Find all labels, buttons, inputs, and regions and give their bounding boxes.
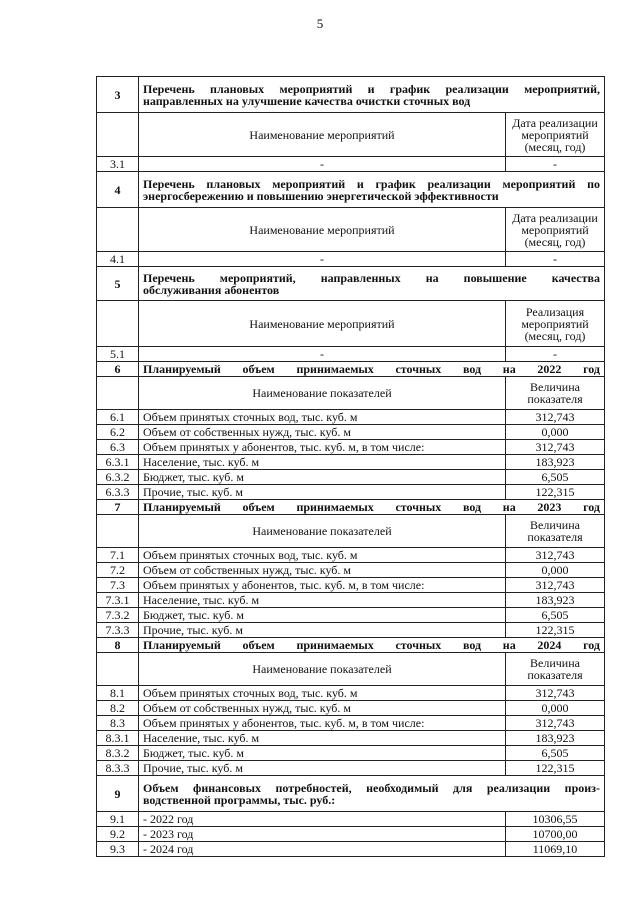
row-name: Население, тыс. куб. м [139,455,506,470]
section-title-line: энергосбережению и повышению энергетической эффективности [143,188,499,203]
table-row [97,410,605,425]
row-value: 122,315 [506,485,605,500]
table-row [97,716,605,731]
row-name: Объем от собственных нужд, тыс. куб. м [139,563,506,578]
row-value: - [506,252,605,267]
production-program-table [96,76,605,857]
row-number: 6.3.3 [97,485,139,500]
row-name: - [139,252,506,267]
row-value: 312,743 [506,410,605,425]
row-name: Прочие, тыс. куб. м [139,485,506,500]
section-title [139,776,605,812]
row-name: Прочие, тыс. куб. м [139,623,506,638]
row-number: 7.3 [97,578,139,593]
row-value: - [506,347,605,362]
section-title-line: Планируемый объем принимаемых сточных вод на 2023 год [143,500,600,514]
row-number: 7.1 [97,548,139,563]
table-row [97,701,605,716]
section-title-line: водственной программы, тыс. руб.: [143,792,336,807]
row-name: Бюджет, тыс. куб. м [139,470,506,485]
row-number: 5.1 [97,347,139,362]
section-title [139,638,605,653]
table-row [97,812,605,827]
row-number: 9.2 [97,827,139,842]
row-name: Прочие, тыс. куб. м [139,761,506,776]
table-row [97,827,605,842]
section-number: 8 [97,638,139,653]
section-title [139,267,605,301]
row-value: 6,505 [506,746,605,761]
section-title-row [97,172,605,208]
row-name: - [139,347,506,362]
row-name: - 2023 год [139,827,506,842]
row-name: Объем принятых сточных вод, тыс. куб. м [139,686,506,701]
row-value: 10306,55 [506,812,605,827]
section-title-row [97,776,605,812]
header-empty-cell [97,653,139,686]
row-name: Объем принятых сточных вод, тыс. куб. м [139,548,506,563]
row-number: 6.3.1 [97,455,139,470]
row-value: 10700,00 [506,827,605,842]
row-number: 8.3.1 [97,731,139,746]
table-row [97,440,605,455]
row-name: Объем принятых у абонентов, тыс. куб. м, в том числе: [139,578,506,593]
section-title-line: обслуживания абонентов [143,282,280,297]
section-title [139,77,605,113]
column-header-row [97,113,605,157]
header-value: Величина показателя [506,377,605,410]
section-title-line: Планируемый объем принимаемых сточных вод на 2022 год [143,362,600,376]
row-number: 7.2 [97,563,139,578]
table-row [97,157,605,172]
header-empty-cell [97,301,139,347]
row-value: 312,743 [506,686,605,701]
table-row [97,455,605,470]
section-title [139,172,605,208]
header-value: Величина показателя [506,515,605,548]
section-number: 3 [97,77,139,113]
row-name: Бюджет, тыс. куб. м [139,746,506,761]
section-title-line: Перечень плановых мероприятий и график реализации мероприятий по [143,176,600,191]
section-title-row [97,267,605,301]
row-value: 312,743 [506,548,605,563]
header-name: Наименование мероприятий [139,301,506,347]
row-number: 8.2 [97,701,139,716]
row-number: 6.2 [97,425,139,440]
row-number: 6.1 [97,410,139,425]
row-number: 7.3.2 [97,608,139,623]
column-header-row [97,653,605,686]
table-row [97,425,605,440]
section-title [139,500,605,515]
row-name: Объем принятых сточных вод, тыс. куб. м [139,410,506,425]
table-row [97,761,605,776]
row-number: 9.3 [97,842,139,857]
row-value: 0,000 [506,425,605,440]
table-row [97,608,605,623]
row-value: 122,315 [506,623,605,638]
row-number: 7.3.3 [97,623,139,638]
table-row [97,563,605,578]
row-name: Бюджет, тыс. куб. м [139,608,506,623]
row-name: Население, тыс. куб. м [139,731,506,746]
column-header-row [97,377,605,410]
table-body [97,77,605,857]
row-name: Объем принятых у абонентов, тыс. куб. м, в том числе: [139,716,506,731]
section-title [139,362,605,377]
row-name: - [139,157,506,172]
row-value: 6,505 [506,608,605,623]
row-value: 183,923 [506,593,605,608]
header-value: Дата реализации мероприятий (месяц, год) [506,208,605,252]
row-value: 312,743 [506,578,605,593]
table-row [97,548,605,563]
row-number: 8.1 [97,686,139,701]
row-name: Объем принятых у абонентов, тыс. куб. м, в том числе: [139,440,506,455]
column-header-row [97,515,605,548]
section-number: 4 [97,172,139,208]
table-row [97,470,605,485]
row-value: 122,315 [506,761,605,776]
table-row [97,578,605,593]
row-name: Население, тыс. куб. м [139,593,506,608]
section-title-line: Планируемый объем принимаемых сточных вод на 2024 год [143,638,600,652]
section-title-line: Перечень плановых мероприятий и график реализации мероприятий, [143,81,600,96]
header-empty-cell [97,515,139,548]
row-number: 8.3 [97,716,139,731]
table-row [97,623,605,638]
table-row [97,347,605,362]
table-row [97,731,605,746]
header-name: Наименование показателей [139,653,506,686]
table-row [97,686,605,701]
row-value: 0,000 [506,563,605,578]
section-number: 6 [97,362,139,377]
section-title-line: направленных на улучшение качества очистки сточных вод [143,93,471,108]
row-number: 7.3.1 [97,593,139,608]
row-name: Объем от собственных нужд, тыс. куб. м [139,701,506,716]
row-number: 4.1 [97,252,139,267]
column-header-row [97,301,605,347]
header-empty-cell [97,113,139,157]
header-value: Реализация мероприятий (месяц, год) [506,301,605,347]
row-number: 6.3 [97,440,139,455]
section-title-row [97,638,605,653]
row-number: 8.3.2 [97,746,139,761]
table-row [97,485,605,500]
row-value: - [506,157,605,172]
header-empty-cell [97,377,139,410]
row-value: 11069,10 [506,842,605,857]
header-name: Наименование мероприятий [139,208,506,252]
row-number: 9.1 [97,812,139,827]
row-value: 183,923 [506,455,605,470]
row-value: 183,923 [506,731,605,746]
table-row [97,746,605,761]
section-title-row [97,362,605,377]
header-name: Наименование показателей [139,515,506,548]
row-name: - 2024 год [139,842,506,857]
section-number: 5 [97,267,139,301]
row-name: - 2022 год [139,812,506,827]
row-value: 6,505 [506,470,605,485]
row-value: 312,743 [506,716,605,731]
header-value: Величина показателя [506,653,605,686]
section-title-row [97,500,605,515]
row-number: 3.1 [97,157,139,172]
header-value: Дата реализации мероприятий (месяц, год) [506,113,605,157]
row-name: Объем от собственных нужд, тыс. куб. м [139,425,506,440]
page-number: 5 [316,16,324,31]
row-number: 8.3.3 [97,761,139,776]
row-value: 312,743 [506,440,605,455]
table-row [97,252,605,267]
section-title-line: Объем финансовых потребностей, необходимый для реализации произ- [143,780,600,795]
section-title-line: Перечень мероприятий, направленных на повышение качества [143,270,600,285]
column-header-row [97,208,605,252]
row-number: 6.3.2 [97,470,139,485]
header-name: Наименование показателей [139,377,506,410]
row-value: 0,000 [506,701,605,716]
header-empty-cell [97,208,139,252]
section-number: 7 [97,500,139,515]
section-title-row [97,77,605,113]
table-row [97,593,605,608]
table-row [97,842,605,857]
header-name: Наименование мероприятий [139,113,506,157]
section-number: 9 [97,776,139,812]
